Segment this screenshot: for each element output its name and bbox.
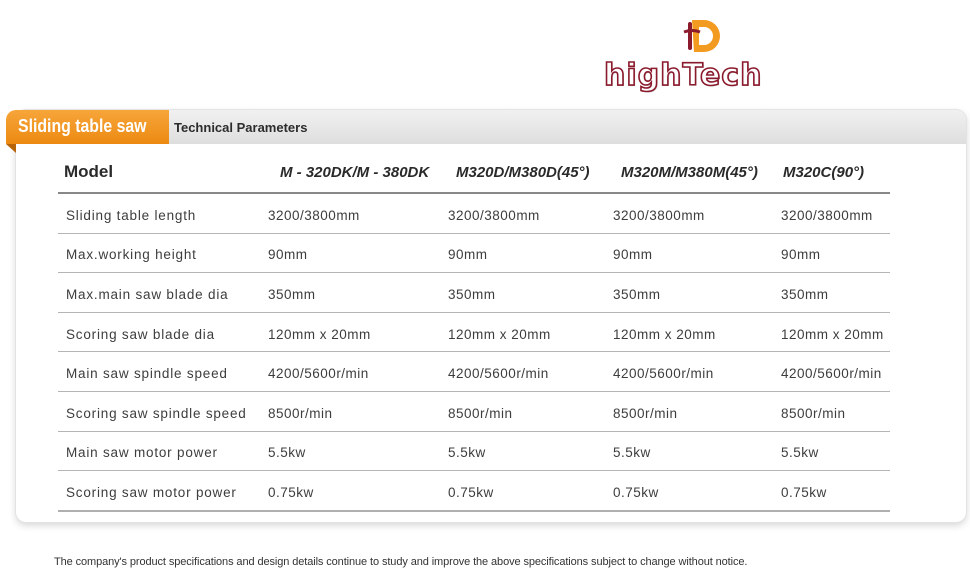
- table-cell: 8500r/min: [440, 391, 605, 431]
- logo-wordmark: highTech: [604, 58, 763, 93]
- table-row: [58, 273, 890, 313]
- table-cell: 350mm: [773, 273, 890, 313]
- table-cell: 8500r/min: [773, 391, 890, 431]
- table-cell: 0.75kw: [440, 471, 605, 511]
- table-cell: 0.75kw: [260, 471, 440, 511]
- table-row: [58, 312, 890, 352]
- table-cell: 5.5kw: [773, 431, 890, 471]
- table-cell: 90mm: [440, 233, 605, 273]
- table-cell: 3200/3800mm: [605, 193, 773, 233]
- column-header: Model: [58, 152, 260, 193]
- table-cell: 90mm: [605, 233, 773, 273]
- table-cell: 3200/3800mm: [773, 193, 890, 233]
- table-cell: 0.75kw: [773, 471, 890, 511]
- table-cell: 120mm x 20mm: [773, 312, 890, 352]
- table-cell: 3200/3800mm: [440, 193, 605, 233]
- table-cell: 4200/5600r/min: [605, 352, 773, 392]
- section-title: Sliding table saw: [18, 116, 147, 136]
- column-header: M - 320DK/M - 380DK: [260, 152, 440, 193]
- table-row: [58, 352, 890, 392]
- table-cell: 90mm: [260, 233, 440, 273]
- section-tab: [6, 110, 169, 144]
- table-cell: Main saw motor power: [58, 431, 260, 471]
- table-cell: Max.main saw blade dia: [58, 273, 260, 313]
- table-cell: 90mm: [773, 233, 890, 273]
- table-cell: 5.5kw: [260, 431, 440, 471]
- table-cell: 4200/5600r/min: [773, 352, 890, 392]
- section-subtitle: Technical Parameters: [174, 120, 308, 135]
- table-cell: 8500r/min: [260, 391, 440, 431]
- table-cell: 350mm: [260, 273, 440, 313]
- table-cell: Main saw spindle speed: [58, 352, 260, 392]
- table-cell: Max.working height: [58, 233, 260, 273]
- table-cell: 3200/3800mm: [260, 193, 440, 233]
- parameters-table: [58, 152, 890, 512]
- column-header: M320M/M380M(45°): [605, 152, 773, 193]
- table-cell: 350mm: [605, 273, 773, 313]
- column-header: M320D/M380D(45°): [440, 152, 605, 193]
- table-cell: 0.75kw: [605, 471, 773, 511]
- table-cell: 8500r/min: [605, 391, 773, 431]
- table-cell: 120mm x 20mm: [260, 312, 440, 352]
- table-cell: 5.5kw: [440, 431, 605, 471]
- table-cell: Scoring saw spindle speed: [58, 391, 260, 431]
- disclaimer-note: The company's product specifications and design details continue to study and improve the above specifications subject to change without notice.: [54, 556, 748, 568]
- table-row: [58, 471, 890, 511]
- table-cell: 350mm: [440, 273, 605, 313]
- table-row: [58, 193, 890, 233]
- table-cell: Scoring saw motor power: [58, 471, 260, 511]
- table-cell: 5.5kw: [605, 431, 773, 471]
- table-cell: 4200/5600r/min: [440, 352, 605, 392]
- table-cell: 120mm x 20mm: [605, 312, 773, 352]
- column-header: M320C(90°): [773, 152, 890, 193]
- table-row: [58, 233, 890, 273]
- logo-d-mark-icon: [600, 14, 810, 58]
- table-row: [58, 431, 890, 471]
- company-logo: [600, 14, 810, 94]
- table-row: [58, 391, 890, 431]
- tab-fold-decoration: [6, 144, 16, 153]
- table-cell: Scoring saw blade dia: [58, 312, 260, 352]
- table-cell: 120mm x 20mm: [440, 312, 605, 352]
- table-header-row: [58, 152, 890, 193]
- table-cell: 4200/5600r/min: [260, 352, 440, 392]
- table-cell: Sliding table length: [58, 193, 260, 233]
